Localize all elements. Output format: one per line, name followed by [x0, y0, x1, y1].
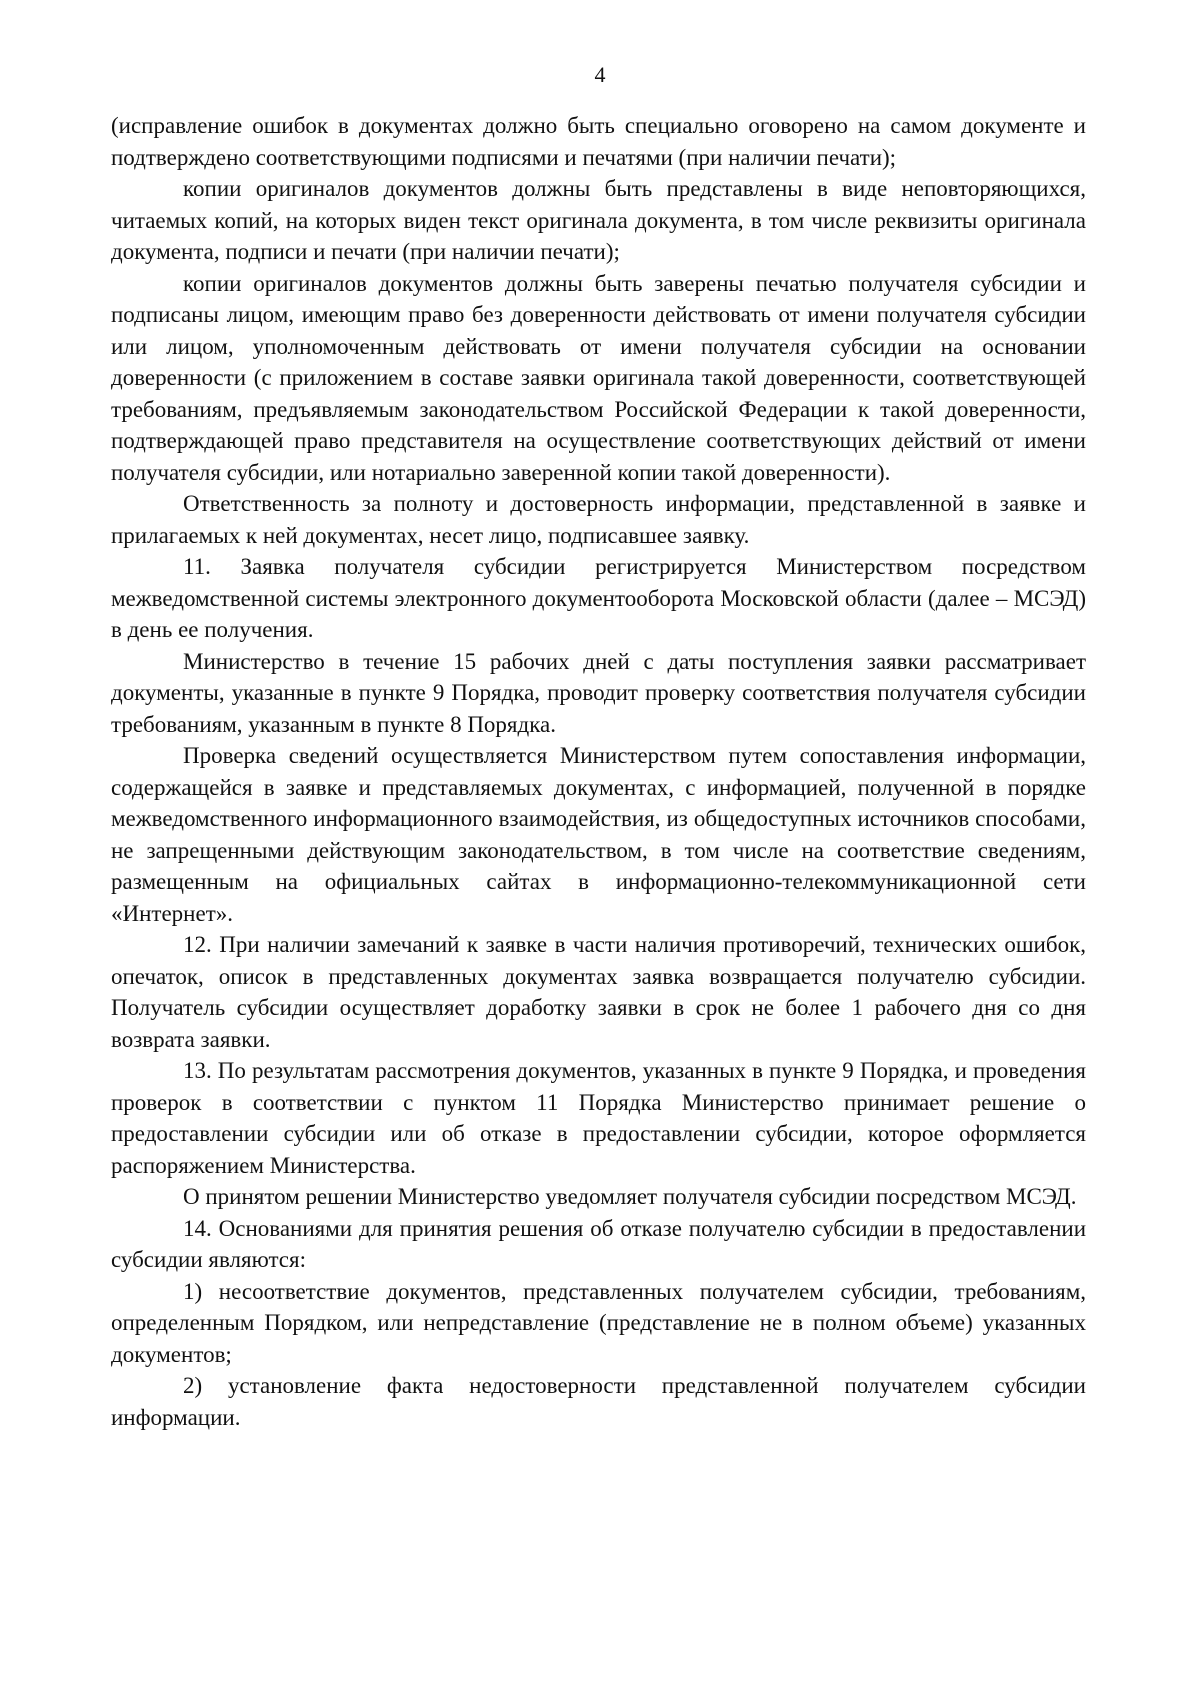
paragraph-item-11: 11. Заявка получателя субсидии регистрируется Министерством посредством межведомственной системы электронного документооборота Московской области (далее – МСЭД) в день ее получения. [111, 554, 1086, 642]
paragraph-item-14: 14. Основаниями для принятия решения об отказе получателю субсидии в предоставлении субсидии являются: [111, 1215, 1086, 1272]
page-number: 4 [594, 62, 606, 87]
paragraph-verification: Проверка сведений осуществляется Министерством путем сопоставления информации, содержащейся в заявке и представляемых документах, с информацией, полученной в порядке межведомственного информационного взаимодействия, из общедоступных источников способами, не запрещенными действующим законодательством, в том числе на соответствие сведениям, размещенным на официальных сайтах в информационно-телекоммуникационной сети «Интернет». [111, 743, 1086, 926]
paragraph-ground-1: 1) несоответствие документов, представленных получателем субсидии, требованиям, определенным Порядком, или непредставление (представление не в полном объеме) указанных документов; [111, 1278, 1086, 1367]
paragraph-copies-certified: копии оригиналов документов должны быть заверены печатью получателя субсидии и подписаны лицом, имеющим право без доверенности действовать от имени получателя субсидии или лицом, уполномоченным действовать от имени получателя субсидии на основании доверенности (с приложением в составе заявки оригинала такой доверенности, соответствующей требованиям, предъявляемым законодательством Российской Федерации к такой доверенности, подтверждающей право представителя на осуществление соответствующих действий от имени получателя субсидии, или нотариально заверенной копии такой доверенности). [111, 270, 1086, 485]
paragraph-review-period: Министерство в течение 15 рабочих дней с даты поступления заявки рассматривает документы, указанные в пункте 9 Порядка, проводит проверку соответствия получателя субсидии требованиям, указанным в пункте 8 Порядка. [111, 648, 1086, 737]
paragraph-copies-readable: копии оригиналов документов должны быть представлены в виде неповторяющихся, читаемых копий, на которых виден текст оригинала документа, в том числе реквизиты оригинала документа, подписи и печати (при наличии печати); [111, 176, 1086, 264]
paragraph-responsibility: Ответственность за полноту и достоверность информации, представленной в заявке и прилагаемых к ней документах, несет лицо, подписавшее заявку. [111, 491, 1086, 548]
paragraph-error-correction-continuation: (исправление ошибок в документах должно быть специально оговорено на самом документе и подтверждено соответствующими подписями и печатями (при наличии печати); [111, 113, 1086, 170]
document-body [111, 110, 1086, 1433]
paragraph-item-13: 13. По результатам рассмотрения документов, указанных в пункте 9 Порядка, и проведения проверок в соответствии с пунктом 11 Порядка Министерство принимает решение о предоставлении субсидии или об отказе в предоставлении субсидии, которое оформляется распоряжением Министерства. [111, 1058, 1086, 1178]
paragraph-notification: О принятом решении Министерство уведомляет получателя субсидии посредством МСЭД. [183, 1184, 1077, 1209]
paragraph-item-12: 12. При наличии замечаний к заявке в части наличия противоречий, технических ошибок, опечаток, описок в представленных документах заявка возвращается получателю субсидии. Получатель субсидии осуществляет доработку заявки в срок не более 1 рабочего дня со дня возврата заявки. [111, 932, 1086, 1052]
paragraph-ground-2: 2) установление факта недостоверности представленной получателем субсидии информации. [111, 1373, 1086, 1430]
